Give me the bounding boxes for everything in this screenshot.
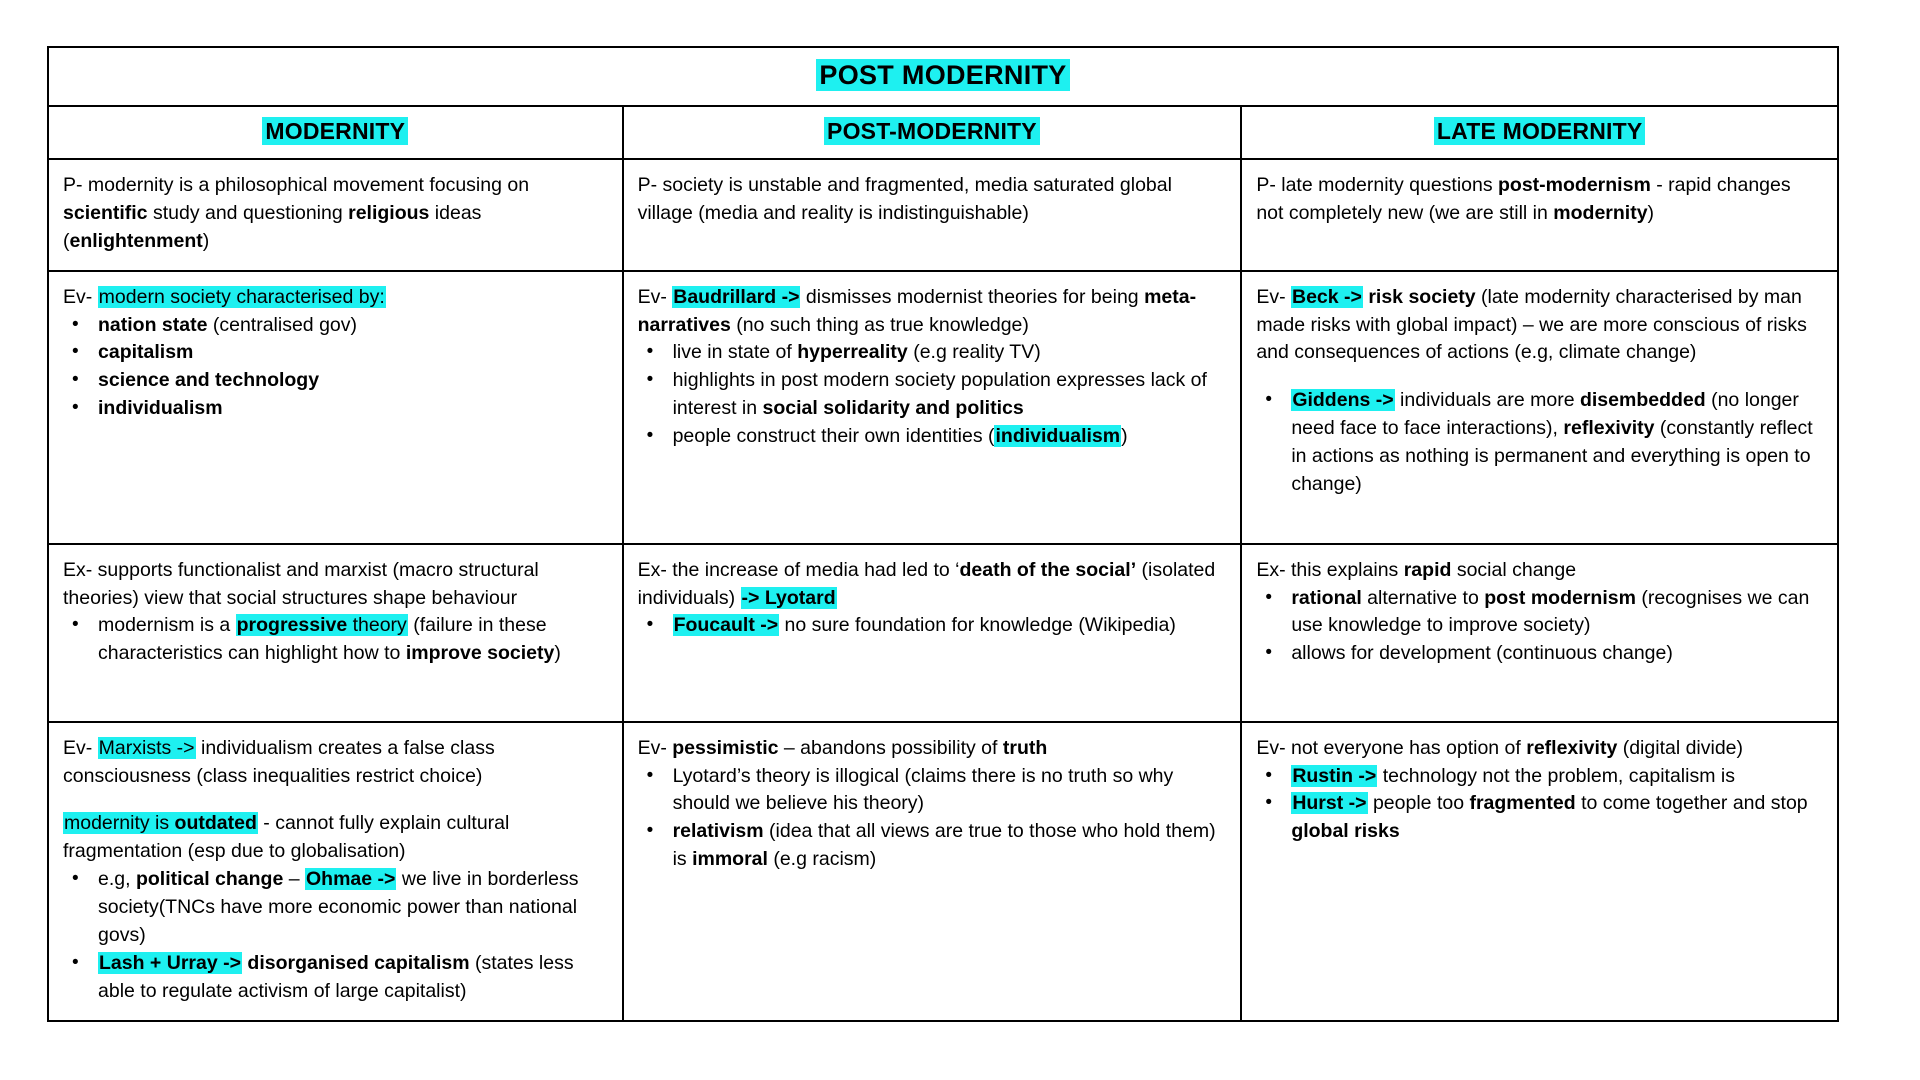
text-run: (no longer need face to face interactions), bbox=[1291, 389, 1799, 440]
text-run-bold: individualism bbox=[98, 397, 223, 420]
text-run-bold: post modernism bbox=[1484, 586, 1636, 609]
text-run-bold: global risks bbox=[1291, 820, 1400, 843]
table-title-row bbox=[48, 47, 1838, 106]
text-run-bold: reflexivity bbox=[1526, 736, 1618, 759]
text-run: Ex- the increase of media had led to ‘ bbox=[637, 558, 960, 581]
text-run-bold: meta-narratives bbox=[637, 285, 1197, 336]
text-run: ) bbox=[554, 642, 561, 665]
list-item bbox=[63, 312, 608, 340]
text-run: study and questioning bbox=[147, 201, 349, 224]
text-run-bold: rational bbox=[1291, 586, 1362, 609]
cell-point-late-modernity bbox=[1241, 159, 1838, 271]
text-run: (e.g reality TV) bbox=[907, 341, 1041, 364]
highlighted-text: theory bbox=[347, 614, 407, 637]
text-run: individualism creates a false class consciousness (class inequalities restrict choice) bbox=[63, 736, 495, 787]
text-run-bold: improve society bbox=[405, 642, 555, 665]
text-run: no sure foundation for knowledge (Wikipedia) bbox=[779, 614, 1176, 637]
text-run: (idea that all views are true to those who hold them) is bbox=[672, 820, 1216, 871]
highlighted-text: modernity is bbox=[64, 812, 175, 835]
evidence-lead bbox=[63, 735, 608, 791]
text-run-bold: religious bbox=[348, 201, 430, 224]
list-item bbox=[1256, 387, 1823, 499]
highlighted-text: individualism bbox=[995, 425, 1121, 447]
text-run: (states less able to regulate activism of large capitalist) bbox=[98, 951, 574, 1002]
text-run: (digital divide) bbox=[1617, 736, 1744, 759]
text-run-bold: scientific bbox=[63, 201, 148, 224]
text-run: technology not the problem, capitalism is bbox=[1377, 764, 1735, 787]
text-run-bold: truth bbox=[1002, 736, 1048, 759]
text-run: (recognises we can use knowledge to improve society) bbox=[1291, 586, 1810, 637]
table-header-row bbox=[48, 106, 1838, 159]
point-paragraph bbox=[1256, 172, 1823, 228]
cell-evidence2-post-modernity bbox=[623, 722, 1242, 1021]
paragraph-spacer bbox=[1256, 367, 1823, 387]
bullet-list bbox=[1256, 387, 1823, 499]
paragraph-spacer bbox=[63, 790, 608, 810]
text-run: live in state of bbox=[672, 341, 798, 364]
example-lead bbox=[1256, 557, 1823, 585]
text-run: (e.g racism) bbox=[767, 848, 877, 871]
point-paragraph bbox=[63, 172, 608, 256]
column-header-late-modernity bbox=[1241, 106, 1838, 159]
list-item bbox=[1256, 640, 1823, 668]
text-run: dismisses modernist theories for being bbox=[800, 285, 1145, 308]
table-title-cell bbox=[48, 47, 1838, 106]
bullet-list bbox=[1256, 585, 1823, 669]
cell-evidence1-modernity bbox=[48, 271, 623, 544]
cell-point-modernity bbox=[48, 159, 623, 271]
text-run: - cannot fully explain cultural fragmentation (esp due to globalisation) bbox=[63, 812, 510, 863]
text-run-bold: capitalism bbox=[98, 341, 194, 364]
text-run-bold: relativism bbox=[672, 820, 764, 843]
evidence-lead bbox=[63, 284, 608, 312]
text-run: highlights in post modern society population expresses lack of interest in bbox=[672, 369, 1207, 420]
bullet-list bbox=[638, 763, 1227, 875]
text-run-bold: immoral bbox=[692, 848, 768, 871]
highlighted-text: Marxists -> bbox=[98, 736, 195, 759]
text-run-bold: fragmented bbox=[1469, 792, 1576, 815]
evidence-secondary-paragraph bbox=[63, 810, 608, 866]
text-run-bold: enlightenment bbox=[69, 229, 203, 252]
list-item bbox=[1256, 763, 1823, 791]
text-run: P- modernity is a philosophical movement focusing on bbox=[63, 174, 530, 196]
list-item bbox=[1256, 790, 1823, 846]
text-run: - rapid changes not completely new (we are still in bbox=[1256, 174, 1791, 224]
point-paragraph: P- society is unstable and fragmented, media saturated global village (media and reality is indistinguishable) bbox=[637, 174, 1172, 224]
text-run: Ev- bbox=[637, 736, 673, 759]
text-run: Ev- bbox=[1256, 285, 1291, 308]
list-item bbox=[638, 423, 1227, 451]
evidence-lead bbox=[1256, 284, 1823, 368]
page-title: POST MODERNITY bbox=[816, 59, 1069, 91]
text-run: allows for development (continuous change) bbox=[1291, 642, 1673, 665]
text-run: e.g, bbox=[98, 868, 136, 891]
text-run: ) bbox=[202, 229, 210, 252]
cell-point-post-modernity bbox=[623, 159, 1242, 271]
highlighted-text: Lash + Urray -> bbox=[99, 951, 241, 974]
list-item bbox=[638, 367, 1227, 423]
text-run: (centralised gov) bbox=[207, 313, 358, 336]
text-run-bold: social solidarity and politics bbox=[762, 397, 1024, 420]
text-run: (failure in these characteristics can highlight how to bbox=[98, 614, 547, 665]
text-run: ideas ( bbox=[63, 201, 482, 252]
text-run-bold: pessimistic bbox=[672, 736, 779, 759]
bullet-list bbox=[63, 866, 608, 1005]
text-run: alternative to bbox=[1361, 586, 1485, 609]
highlighted-text: Rustin -> bbox=[1292, 764, 1377, 787]
text-run: P- late modernity questions bbox=[1256, 174, 1499, 196]
text-run-bold: risk society bbox=[1362, 285, 1476, 308]
list-item bbox=[63, 339, 608, 367]
table-row-evidence-2 bbox=[48, 722, 1838, 1021]
text-run: Ev- bbox=[63, 736, 98, 759]
text-run: modernism is a bbox=[98, 614, 236, 637]
cell-evidence1-post-modernity bbox=[623, 271, 1242, 544]
text-run-bold: hyperreality bbox=[797, 341, 908, 364]
list-item bbox=[63, 395, 608, 423]
column-header-label: MODERNITY bbox=[262, 117, 408, 145]
text-run: (no such thing as true knowledge) bbox=[730, 313, 1029, 336]
text-run: individuals are more bbox=[1394, 389, 1580, 412]
table-row-point bbox=[48, 159, 1838, 271]
list-item bbox=[1256, 585, 1823, 641]
list-item bbox=[638, 339, 1227, 367]
list-item bbox=[638, 612, 1227, 640]
cell-evidence2-modernity bbox=[48, 722, 623, 1021]
text-run-bold: political change bbox=[135, 868, 284, 891]
list-item bbox=[63, 866, 608, 950]
text-run: social change bbox=[1451, 558, 1577, 581]
text-run: (isolated individuals) bbox=[637, 558, 1216, 609]
evidence-lead bbox=[1256, 735, 1823, 763]
text-run: Ev- bbox=[637, 285, 673, 308]
highlighted-text: progressive bbox=[236, 614, 348, 637]
cell-evidence1-late-modernity bbox=[1241, 271, 1838, 544]
column-header-label: LATE MODERNITY bbox=[1434, 117, 1646, 145]
text-run: – abandons possibility of bbox=[778, 736, 1003, 759]
highlighted-text: modern society characterised by: bbox=[98, 285, 385, 308]
cell-example-post-modernity bbox=[623, 544, 1242, 722]
bullet-list bbox=[63, 312, 608, 424]
highlighted-text: Ohmae -> bbox=[306, 868, 396, 891]
highlighted-text: Hurst -> bbox=[1292, 792, 1367, 815]
column-header-post-modernity bbox=[623, 106, 1242, 159]
text-run: (constantly reflect in actions as nothing is permanent and everything is open to change) bbox=[1291, 417, 1813, 495]
text-run: – bbox=[283, 868, 306, 891]
text-run: ) bbox=[1121, 425, 1128, 447]
text-run-bold: post-modernism bbox=[1498, 174, 1651, 196]
highlighted-text: Beck -> bbox=[1291, 285, 1362, 308]
highlighted-text: Foucault -> bbox=[673, 614, 779, 637]
text-run: we live in borderless society(TNCs have more economic power than national govs) bbox=[98, 868, 579, 946]
list-item bbox=[63, 950, 608, 1006]
post-modernity-comparison-table bbox=[47, 46, 1839, 1022]
text-run: Ev- not everyone has option of bbox=[1256, 736, 1527, 759]
text-run-bold: death of the social’ bbox=[959, 558, 1137, 581]
column-header-label: POST-MODERNITY bbox=[824, 117, 1040, 145]
example-lead bbox=[638, 557, 1227, 613]
text-run-bold: disembedded bbox=[1579, 389, 1706, 412]
text-run-bold: disorganised capitalism bbox=[241, 951, 470, 974]
bullet-list bbox=[638, 339, 1227, 451]
highlighted-text: outdated bbox=[174, 812, 257, 835]
column-header-modernity bbox=[48, 106, 623, 159]
text-run-bold: science and technology bbox=[98, 369, 320, 392]
text-run: to come together and stop bbox=[1575, 792, 1808, 815]
text-run-bold: modernity bbox=[1553, 201, 1648, 224]
cell-example-late-modernity bbox=[1241, 544, 1838, 722]
text-run-bold: nation state bbox=[98, 313, 208, 336]
list-item bbox=[638, 818, 1227, 874]
list-item: • Lyotard’s theory is illogical (claims there is no truth so why should we believe his theory) bbox=[638, 763, 1227, 819]
table-row-evidence-1 bbox=[48, 271, 1838, 544]
table-row-example bbox=[48, 544, 1838, 722]
text-run: people too bbox=[1367, 792, 1470, 815]
highlighted-text: -> Lyotard bbox=[741, 586, 836, 609]
highlighted-text: Baudrillard -> bbox=[673, 285, 800, 308]
text-run-bold: reflexivity bbox=[1563, 417, 1655, 440]
example-lead: Ex- supports functionalist and marxist (macro structural theories) view that social structures shape behaviour bbox=[63, 558, 539, 609]
cell-evidence2-late-modernity bbox=[1241, 722, 1838, 1021]
list-item bbox=[63, 612, 608, 668]
evidence-lead bbox=[638, 284, 1227, 340]
bullet-list bbox=[638, 612, 1227, 640]
text-run: Ev- bbox=[63, 285, 98, 308]
bullet-list bbox=[1256, 763, 1823, 847]
evidence-lead bbox=[638, 735, 1227, 763]
text-run: Ex- this explains bbox=[1256, 558, 1404, 581]
list-item bbox=[63, 367, 608, 395]
text-run: people construct their own identities ( bbox=[672, 425, 995, 447]
text-run: (late modernity characterised by man made risks with global impact) – we are more conscious of risks and consequences of actions (e.g, climate change) bbox=[1256, 285, 1807, 364]
bullet-list bbox=[63, 612, 608, 668]
text-run: ) bbox=[1647, 201, 1655, 224]
text-run-bold: rapid bbox=[1403, 558, 1452, 581]
cell-example-modernity bbox=[48, 544, 623, 722]
highlighted-text: Giddens -> bbox=[1292, 389, 1394, 412]
